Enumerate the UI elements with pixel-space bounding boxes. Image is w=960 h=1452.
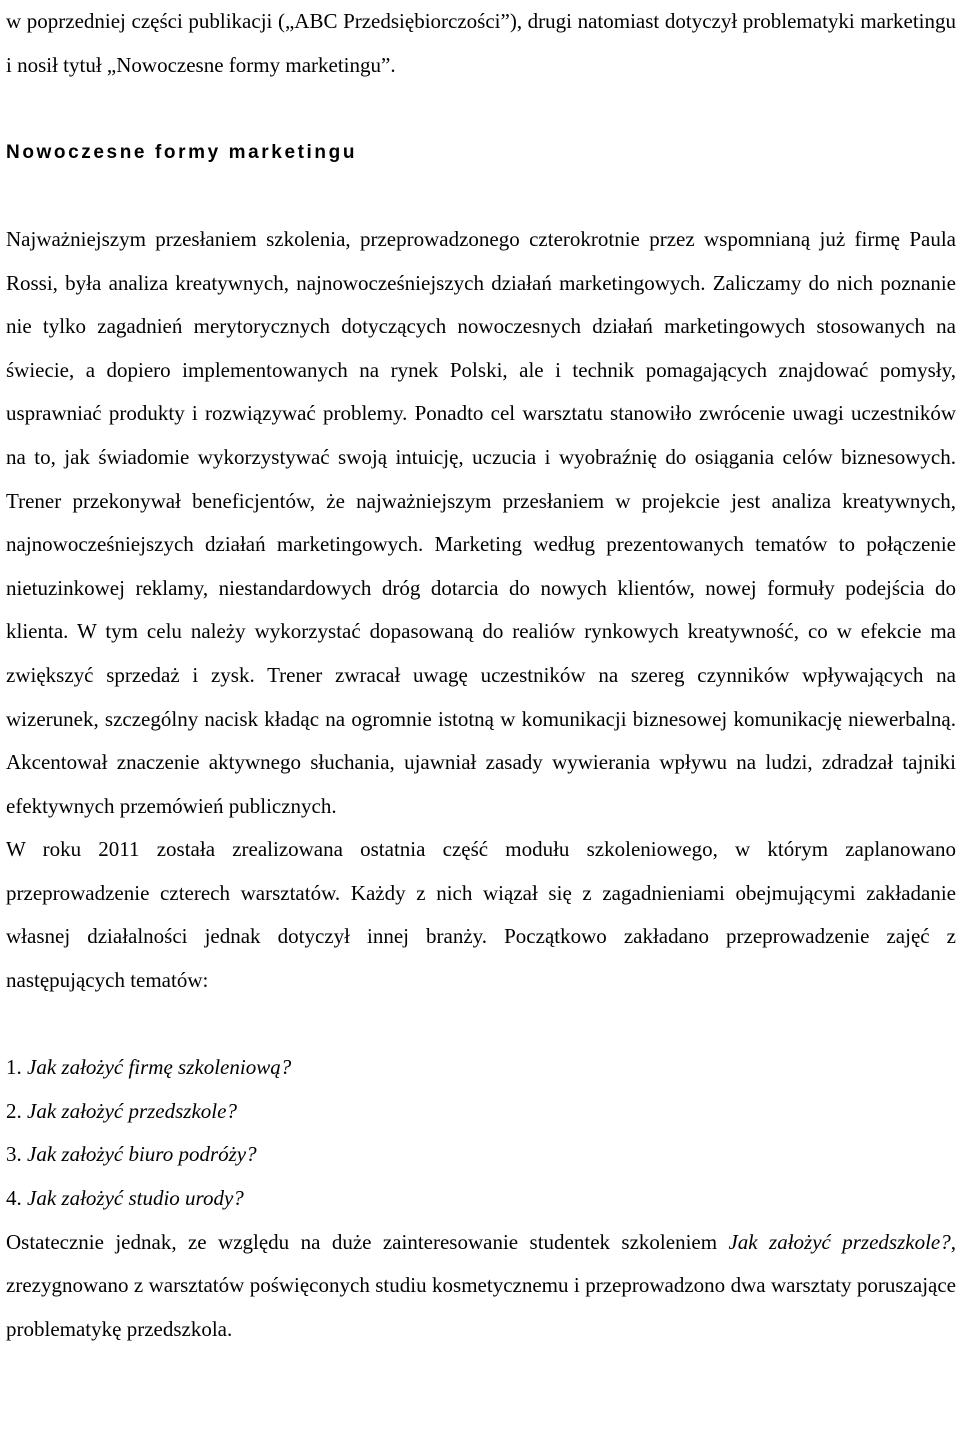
spacer [6, 87, 956, 131]
topic-number: 1. [6, 1055, 22, 1080]
topic-title: Jak założyć biuro podróży? [27, 1142, 257, 1167]
spacer [6, 1003, 956, 1047]
body-paragraph-2: W roku 2011 została zrealizowana ostatnia część modułu szkoleniowego, w którym zaplanowano przeprowadzenie czterech warsztatów. Każdy z nich wiązał się z zagadnieniami obejmującymi zakładanie własnej działalności jednak dotyczył innej branży. Początkowo zakładano przeprowadzenie zajęć z następujących tematów: [6, 837, 956, 993]
section-heading: Nowoczesne formy marketingu [6, 141, 358, 163]
topic-item [6, 1133, 956, 1177]
document-page [6, 0, 956, 1351]
topic-number: 4. [6, 1186, 22, 1211]
topics-list [6, 1046, 956, 1220]
closing-text-start: Ostatecznie jednak, ze względu na duże zainteresowanie studentek szkoleniem [6, 1229, 729, 1254]
topic-number: 3. [6, 1142, 22, 1167]
closing-paragraph [6, 1221, 956, 1352]
topic-title: Jak założyć studio urody? [27, 1186, 244, 1211]
body-paragraph-1: Najważniejszym przesłaniem szkolenia, przeprowadzonego czterokrotnie przez wspomnianą już firmę Paula Rossi, była analiza kreatywnych, najnowocześniejszych działań marketingowych. Zaliczamy do nich poznanie nie tylko zagadnień merytorycznych dotyczących nowoczesnych działań marketingowych stosowanych na świecie, a dopiero implementowanych na rynek Polski, ale i technik pomagających znajdować pomysły, usprawniać produkty i rozwiązywać problemy. Ponadto cel warsztatu stanowiło zwrócenie uwagi uczestników na to, jak świadomie wykorzystywać swoją intuicję, uczucia i wyobraźnię do osiągania celów biznesowych. Trener przekonywał beneficjentów, że najważniejszym przesłaniem w projekcie jest analiza kreatywnych, najnowocześniejszych działań marketingowych. Marketing według prezentowanych tematów to połączenie nietuzinkowej reklamy, niestandardowych dróg dotarcia do nowych klientów, nowej formuły podejścia do klienta. W tym celu należy wykorzystać dopasowaną do realiów rynkowych kreatywność, co w efekcie ma zwiększyć sprzedaż i zysk. Trener zwracał uwagę uczestników na szereg czynników wpływających na wizerunek, szczególny nacisk kładąc na ogromnie istotną w komunikacji biznesowej komunikację niewerbalną. Akcentował znaczenie aktywnego słuchania, ujawniał zasady wywierania wpływu na ludzi, zdradzał tajniki efektywnych przemówień publicznych. [6, 226, 956, 818]
topic-number: 2. [6, 1098, 22, 1123]
topic-item [6, 1090, 956, 1134]
topic-title: Jak założyć przedszkole? [27, 1098, 237, 1123]
closing-text-end: , zrezygnowano z warsztatów poświęconych studiu kosmetycznemu i przeprowadzono dwa warsztaty poruszające problematykę przedszkola. [6, 1229, 956, 1341]
closing-italic-title: Jak założyć przedszkole? [728, 1229, 951, 1254]
topic-item [6, 1177, 956, 1221]
spacer [6, 174, 956, 218]
topic-item [6, 1046, 956, 1090]
intro-paragraph: w poprzedniej części publikacji („ABC Przedsiębiorczości”), drugi natomiast dotyczył problematyki marketingu i nosił tytuł „Nowoczesne formy marketingu”. [6, 9, 956, 77]
topic-title: Jak założyć firmę szkoleniową? [27, 1055, 292, 1080]
